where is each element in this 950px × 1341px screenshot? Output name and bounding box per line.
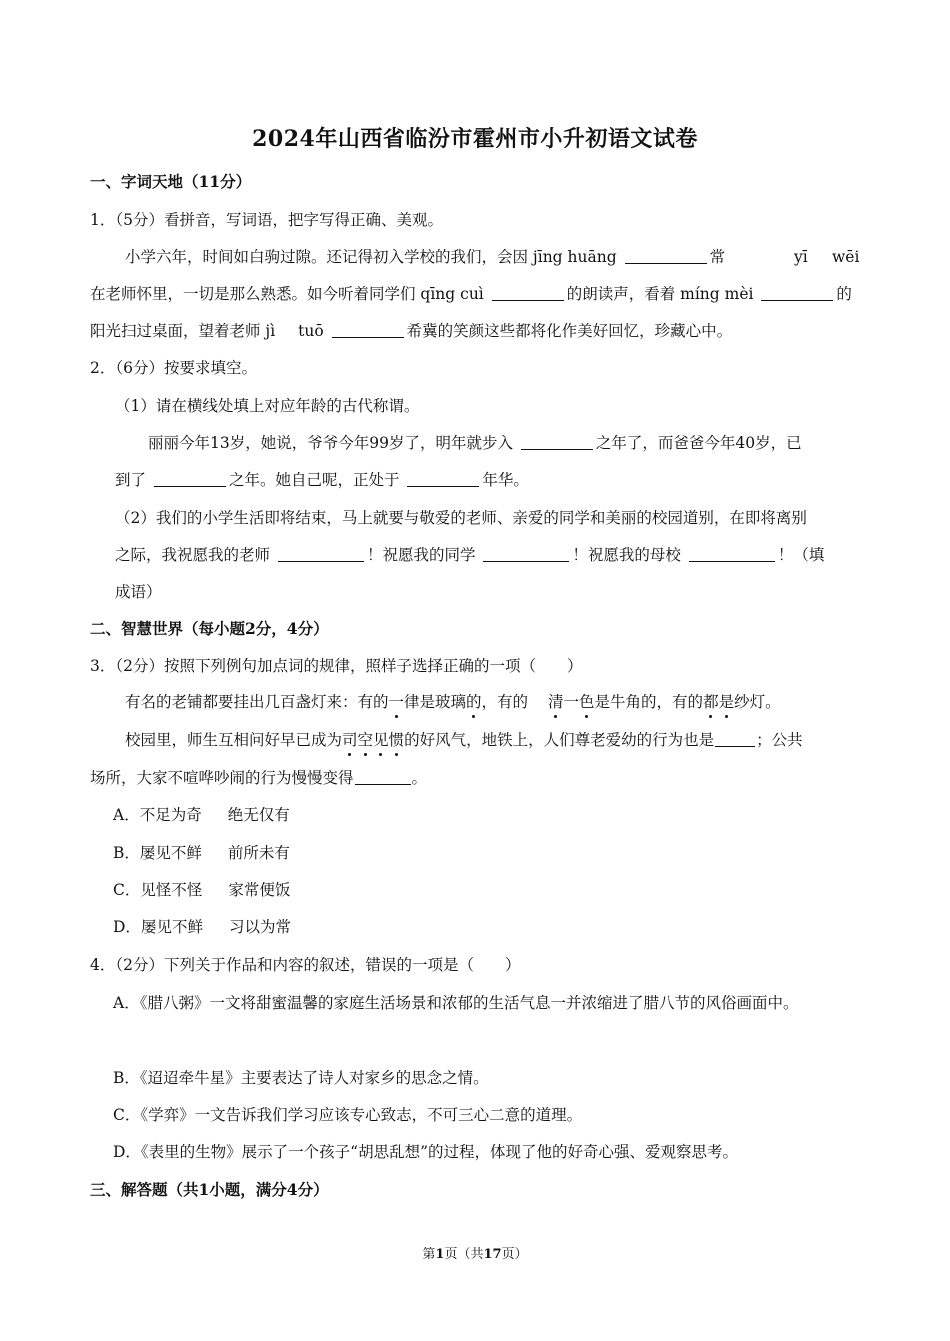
dotted-char: 色 [579,690,595,714]
q2-text: ！祝愿我的同学 [366,546,476,564]
q2-text: ！（填 [777,546,825,564]
dotted-char: 都 [703,690,719,714]
answer-blank[interactable] [625,247,707,264]
dotted-char: 清 [548,690,564,714]
section-2-heading: 二、智慧世界（每小题2分，4分） [90,619,329,638]
q2-text: 之年了，而爸爸今年40岁，已 [595,434,802,452]
q3-text: 是牛角的，有的 [594,693,704,711]
answer-blank[interactable] [332,321,404,338]
q2-text: 到了 [115,471,147,489]
question-3-sentence-1 [125,728,803,752]
dotted-char: 司 [342,728,358,752]
question-1-label: 1．（5分）看拼音，写词语，把字写得正确、美观。 [90,211,443,229]
q2-text: 之年。她自己呢，正处于 [228,471,400,489]
question-1-line-2 [90,282,852,306]
q2-text: 成语） [115,583,162,601]
section-3-heading: 三、解答题（共1小题，满分4分） [90,1180,329,1199]
option-letter: B． [113,844,140,862]
answer-blank[interactable] [154,470,226,487]
q2-text: 年华。 [482,471,529,489]
q1-text: 的 [836,285,852,303]
dotted-char: 惯 [389,728,405,752]
question-2-sub-2: （2）我们的小学生活即将结束，马上就要与敬爱的老师、亲爱的同学和美丽的校园道别，在即将离别 [115,509,807,527]
option-word: 屡见不鲜 [139,844,202,862]
section-1-heading: 一、字词天地（11分） [90,172,252,191]
q3-text: ；公共 [756,731,803,749]
question-3-example-cont [548,690,781,714]
q4-option-d[interactable]: D．《表里的生物》展示了一个孩子“胡思乱想”的过程，体现了他的好奇心强、爱观察思考。 [113,1143,739,1161]
option-word: 屡见不鲜 [140,918,203,936]
footer-text: 第 [422,1247,436,1262]
option-letter: C． [113,881,141,899]
answer-blank[interactable] [355,768,411,785]
dotted-char: 是 [719,690,735,714]
option-word: 不足为奇 [139,806,202,824]
option-word: 习以为常 [228,918,291,936]
q2-text: 之际，我祝愿我的老师 [115,546,271,564]
option-word: 前所未有 [227,844,290,862]
answer-blank[interactable] [761,284,833,301]
page-number: 1 [435,1247,445,1262]
footer-text: 页） [501,1247,528,1262]
question-1-line-3 [90,319,732,343]
option-letter: D． [113,918,141,936]
q1-text: tuō [298,322,324,340]
q3-text: 律 [404,693,420,711]
dotted-char: 一 [389,690,405,714]
question-3-example [125,690,528,714]
question-2-line-3 [115,543,824,567]
answer-blank[interactable] [407,470,479,487]
q2-text: ！祝愿我的母校 [572,546,681,564]
q2-text: 丽丽今年13岁，她说，爷爷今年99岁了，明年就步入 [148,434,513,452]
question-3-sentence-2 [90,766,427,790]
q3-text: 。 [411,769,428,787]
footer-text: 页（共 [444,1247,484,1262]
q1-text: 在老师怀里，一切是那么熟悉。如今听着同学们 qīng cuì [90,285,484,303]
question-4-label: 4．（2分）下列关于作品和内容的叙述，错误的一项是（ ） [90,956,521,974]
option-word: 绝无仅有 [227,806,290,824]
option-word: 见怪不怪 [140,881,203,899]
q4-option-c[interactable]: C．《学弈》一文告诉我们学习应该专心致志，不可三心二意的道理。 [113,1106,583,1124]
question-2-label: 2．（6分）按要求填空。 [90,359,257,377]
page-title: 2024年山西省临汾市霍州市小升初语文试卷 [252,126,698,152]
q1-text: yī [794,248,808,266]
answer-blank[interactable] [689,545,775,562]
q3-text: 有名的老铺都要挂出几百盏灯来：有的 [125,693,389,711]
q4-option-a[interactable]: A．《腊八粥》一文将甜蜜温馨的家庭生活场景和浓郁的生活气息一并浓缩进了腊八节的风俗画面中。 [113,994,799,1012]
q1-text: 的朗读声，看着 míng mèi [566,285,754,303]
q3-text: 校园里，师生互相问好早已成为 [125,731,343,749]
question-2-sub-1: （1）请在横线处填上对应年龄的古代称谓。 [115,397,420,415]
option-b[interactable] [113,841,290,865]
answer-blank[interactable] [521,433,593,450]
answer-blank[interactable] [715,730,755,747]
q1-text: 希冀的笑颜这些都将化作美好回忆，珍藏心中。 [406,322,733,340]
q3-text: 纱灯。 [734,693,781,711]
q1-text: 阳光扫过桌面，望着老师 jì [90,322,276,340]
option-c[interactable] [113,878,290,902]
page-footer [0,1243,950,1262]
question-2-line-1 [148,431,802,455]
answer-blank[interactable] [492,284,564,301]
q3-text: 的好风气，地铁上，人们尊老爱幼的行为也是 [404,731,715,749]
q1-text: wēi [832,248,860,266]
option-d[interactable] [113,915,291,939]
answer-blank[interactable] [278,545,364,562]
q3-text: 一 [563,693,580,711]
q3-text: 场所，大家不喧哗吵闹的行为慢慢变得 [90,769,354,787]
question-1-line-1 [125,245,725,269]
total-pages: 17 [483,1247,502,1262]
option-a[interactable] [113,803,290,827]
dotted-char: 见 [373,728,389,752]
dotted-char: 空 [358,728,374,752]
option-letter: A． [113,806,140,824]
dotted-char: 是玻璃的，有的 [420,690,529,714]
q1-text: 小学六年，时间如白驹过隙。还记得初入学校的我们，会因 jīng huāng [125,248,617,266]
q1-text: 常 [709,248,726,266]
option-word: 家常便饭 [228,881,291,899]
question-2-line-2 [115,468,529,492]
answer-blank[interactable] [483,545,569,562]
question-3-label: 3．（2分）按照下列例句加点词的规律，照样子选择正确的一项（ ） [90,657,583,675]
q4-option-b[interactable]: B．《迢迢牵牛星》主要表达了诗人对家乡的思念之情。 [113,1069,489,1087]
